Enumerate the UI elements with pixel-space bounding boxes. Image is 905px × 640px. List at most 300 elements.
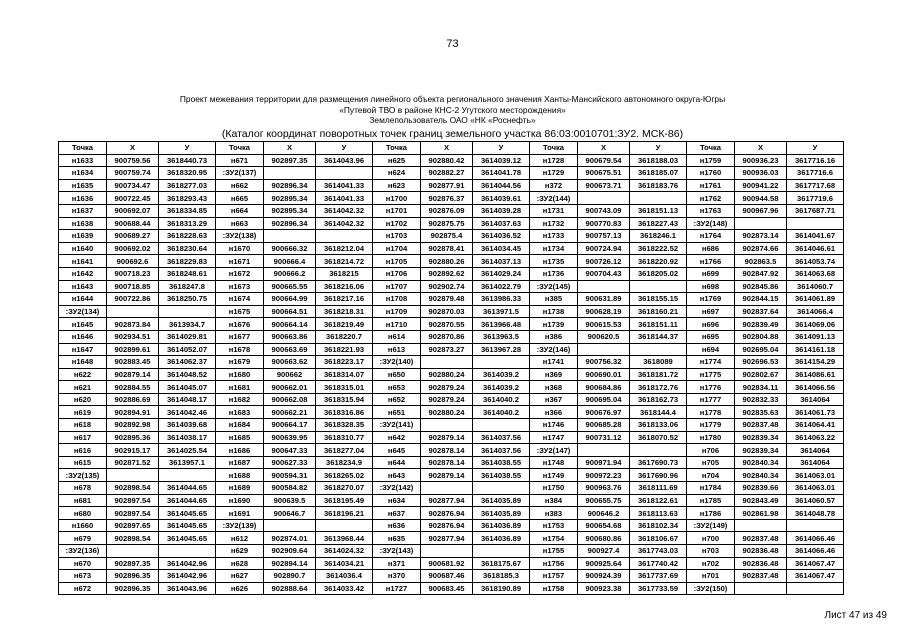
coordinate-cell: 3614063.22: [787, 431, 844, 444]
coordinate-cell: 3617743.03: [630, 545, 687, 558]
point-cell: н1679: [216, 356, 264, 369]
point-cell: н368: [530, 381, 578, 394]
point-cell: н702: [687, 557, 735, 570]
column-header: У: [159, 142, 216, 155]
coordinate-cell: 3618277.03: [159, 179, 216, 192]
column-header: Точка: [59, 142, 107, 155]
coordinate-cell: 3617716.16: [787, 154, 844, 167]
coordinate-cell: 900941.22: [735, 179, 787, 192]
coordinate-cell: 900722.45: [107, 192, 159, 205]
coordinate-cell: 902896.35: [107, 570, 159, 583]
coordinate-cell: 902840.34: [735, 456, 787, 469]
coordinate-cell: 902835.63: [735, 406, 787, 419]
table-row: [59, 356, 844, 369]
coordinate-cell: 900688.44: [107, 217, 159, 230]
coordinate-cell: 902873.14: [735, 230, 787, 243]
coordinate-cell: 902879.24: [421, 393, 473, 406]
coordinate-cell: 3618328.35: [316, 419, 373, 432]
coordinate-cell: 3614061.89: [787, 293, 844, 306]
coordinate-cell: 3618247.8: [159, 280, 216, 293]
coordinate-cell: 902879.14: [421, 431, 473, 444]
coordinate-cell: 902898.54: [107, 482, 159, 495]
point-cell: н1641: [59, 255, 107, 268]
coordinate-cell: 902897.35: [107, 557, 159, 570]
coordinate-cell: 902888.64: [264, 582, 316, 595]
coordinate-cell: 900734.47: [107, 179, 159, 192]
coordinate-cell: [421, 482, 473, 495]
point-cell: н1677: [216, 330, 264, 343]
point-cell: н1678: [216, 343, 264, 356]
point-cell: н670: [59, 557, 107, 570]
point-cell: н679: [59, 532, 107, 545]
coordinate-cell: [578, 444, 630, 457]
table-row: [59, 167, 844, 180]
point-cell: :ЗУ2(134): [59, 305, 107, 318]
coordinate-cell: 3618185.3: [473, 570, 530, 583]
coordinate-cell: 900684.86: [578, 381, 630, 394]
coordinate-cell: 3614060.57: [787, 494, 844, 507]
coordinate-cell: [735, 519, 787, 532]
coordinate-cell: 902878.14: [421, 456, 473, 469]
coordinate-cell: 3618265.02: [316, 469, 373, 482]
coordinate-cell: 3614069.06: [787, 318, 844, 331]
table-row: [59, 570, 844, 583]
coordinate-cell: 3614045.65: [159, 507, 216, 520]
coordinate-cell: 900664.51: [264, 305, 316, 318]
point-cell: н628: [216, 557, 264, 570]
coordinate-cell: 900718.23: [107, 267, 159, 280]
point-cell: :ЗУ2(137): [216, 167, 264, 180]
point-cell: н370: [373, 570, 421, 583]
coordinate-cell: 3618217.16: [316, 293, 373, 306]
coordinate-cell: 900631.89: [578, 293, 630, 306]
coordinate-cell: 902837.48: [735, 419, 787, 432]
coordinate-cell: [159, 469, 216, 482]
table-row: [59, 330, 844, 343]
coordinate-cell: 900654.68: [578, 519, 630, 532]
point-cell: н1680: [216, 368, 264, 381]
coordinate-cell: 902839.66: [735, 482, 787, 495]
point-cell: н626: [216, 582, 264, 595]
coordinate-cell: 900692.02: [107, 242, 159, 255]
point-cell: н1786: [687, 507, 735, 520]
point-cell: н1739: [530, 318, 578, 331]
coordinate-cell: [316, 230, 373, 243]
coordinate-cell: 3613957.1: [159, 456, 216, 469]
coordinate-cell: 3614022.79: [473, 280, 530, 293]
coordinate-cell: 3618216.06: [316, 280, 373, 293]
coordinate-cell: 3614062.37: [159, 356, 216, 369]
coordinate-cell: 902870.55: [421, 318, 473, 331]
point-cell: н697: [687, 305, 735, 318]
coordinate-cell: 902899.61: [107, 343, 159, 356]
coordinate-cell: [787, 519, 844, 532]
coordinate-cell: 3614039.2: [473, 381, 530, 394]
point-cell: н1681: [216, 381, 264, 394]
coordinate-cell: 902896.34: [264, 179, 316, 192]
coordinate-cell: 3614066.4: [787, 305, 844, 318]
coordinate-cell: 3614039.12: [473, 154, 530, 167]
point-cell: н1708: [373, 293, 421, 306]
coordinate-cell: 3618310.77: [316, 431, 373, 444]
coordinate-cell: 902695.04: [735, 343, 787, 356]
coordinate-cell: 3618234.9: [316, 456, 373, 469]
point-cell: н694: [687, 343, 735, 356]
coordinate-cell: 3618196.21: [316, 507, 373, 520]
point-cell: н1757: [530, 570, 578, 583]
point-cell: н1674: [216, 293, 264, 306]
point-cell: :ЗУ2(150): [687, 582, 735, 595]
coordinate-cell: 3618151.13: [630, 204, 687, 217]
coordinate-cell: 900646.2: [578, 507, 630, 520]
table-row: [59, 204, 844, 217]
point-cell: н650: [373, 368, 421, 381]
coordinate-cell: 902892.98: [107, 419, 159, 432]
point-cell: н1642: [59, 267, 107, 280]
coordinate-cell: 3614041.78: [473, 167, 530, 180]
coordinate-cell: 900971.94: [578, 456, 630, 469]
coordinate-cell: 902879.48: [421, 293, 473, 306]
point-cell: н625: [373, 154, 421, 167]
point-cell: н672: [59, 582, 107, 595]
point-cell: н615: [59, 456, 107, 469]
point-cell: н1701: [373, 204, 421, 217]
coordinate-cell: 900936.23: [735, 154, 787, 167]
coordinate-cell: 900615.53: [578, 318, 630, 331]
table-row: [59, 192, 844, 205]
point-cell: н1761: [687, 179, 735, 192]
point-cell: н663: [216, 217, 264, 230]
coordinate-cell: 902880.42: [421, 154, 473, 167]
coordinate-cell: 3614040.2: [473, 393, 530, 406]
table-row: [59, 456, 844, 469]
coordinate-cell: [473, 482, 530, 495]
coordinate-cell: 900665.55: [264, 280, 316, 293]
coordinate-cell: 900944.58: [735, 192, 787, 205]
coordinate-cell: 900676.97: [578, 406, 630, 419]
coordinate-cell: 3618218.31: [316, 305, 373, 318]
coordinate-cell: 900594.31: [264, 469, 316, 482]
coordinate-cell: 902896.34: [264, 217, 316, 230]
point-cell: н664: [216, 204, 264, 217]
coordinate-cell: 900681.92: [421, 557, 473, 570]
coordinate-cell: 900666.2: [264, 267, 316, 280]
coordinate-cell: 900924.39: [578, 570, 630, 583]
table-row: [59, 293, 844, 306]
header-line-1: Проект межевания территории для размещения линейного объекта регионального значения Ханты-Мансийского автономного округа-Югры: [179, 94, 726, 104]
point-cell: н1638: [59, 217, 107, 230]
coordinate-cell: 902840.34: [735, 469, 787, 482]
coordinate-cell: 902879.14: [107, 368, 159, 381]
point-cell: н643: [373, 469, 421, 482]
table-row: [59, 557, 844, 570]
point-cell: н671: [216, 154, 264, 167]
coordinate-cell: 3618181.72: [630, 368, 687, 381]
table-row: [59, 242, 844, 255]
point-cell: н1750: [530, 482, 578, 495]
coordinate-cell: 900927.4: [578, 545, 630, 558]
coordinate-cell: 3614044.65: [159, 494, 216, 507]
point-cell: н385: [530, 293, 578, 306]
coordinate-cell: 3614067.47: [787, 570, 844, 583]
point-cell: :ЗУ2(147): [530, 444, 578, 457]
coordinate-cell: 3614039.2: [473, 368, 530, 381]
coordinate-cell: 900724.94: [578, 242, 630, 255]
coordinate-cell: [107, 545, 159, 558]
table-row: [59, 444, 844, 457]
column-header: У: [316, 142, 373, 155]
point-cell: н1700: [373, 192, 421, 205]
point-cell: н1747: [530, 431, 578, 444]
point-cell: н1705: [373, 255, 421, 268]
coordinate-cell: [630, 343, 687, 356]
coordinate-cell: 902802.67: [735, 368, 787, 381]
coordinate-cell: 3614044.56: [473, 179, 530, 192]
coordinate-cell: [264, 230, 316, 243]
coordinate-cell: 3614043.96: [159, 582, 216, 595]
coordinate-cell: 900662.08: [264, 393, 316, 406]
coordinate-cell: 902883.45: [107, 356, 159, 369]
column-header: Точка: [530, 142, 578, 155]
coordinate-cell: 3614029.24: [473, 267, 530, 280]
coordinate-cell: 900925.64: [578, 557, 630, 570]
point-cell: н696: [687, 318, 735, 331]
coordinate-cell: 3614053.74: [787, 255, 844, 268]
column-header: Точка: [687, 142, 735, 155]
coordinate-cell: 3618246.1: [630, 230, 687, 243]
coordinate-cell: 900972.23: [578, 469, 630, 482]
point-cell: н642: [373, 431, 421, 444]
table-header-row: [59, 142, 844, 155]
coordinate-cell: 3618133.06: [630, 419, 687, 432]
coordinate-cell: 900620.5: [578, 330, 630, 343]
coordinate-cell: 3614037.56: [473, 444, 530, 457]
coordinate-cell: 3614035.89: [473, 507, 530, 520]
coordinate-cell: [421, 356, 473, 369]
coordinate-cell: 900756.32: [578, 356, 630, 369]
coordinate-cell: 3614063.01: [787, 469, 844, 482]
point-cell: н1779: [687, 419, 735, 432]
coordinate-cell: 900664.99: [264, 293, 316, 306]
coordinate-cell: 902877.94: [421, 494, 473, 507]
table-row: [59, 582, 844, 595]
point-cell: н1785: [687, 494, 735, 507]
column-header: У: [473, 142, 530, 155]
point-cell: н1673: [216, 280, 264, 293]
point-cell: н1690: [216, 494, 264, 507]
coordinate-cell: 3613967.28: [473, 343, 530, 356]
coordinate-cell: 3613986.33: [473, 293, 530, 306]
point-cell: н1670: [216, 242, 264, 255]
coordinate-cell: 3614036.52: [473, 230, 530, 243]
coordinate-cell: 3618227.43: [630, 217, 687, 230]
point-cell: н1780: [687, 431, 735, 444]
point-cell: н652: [373, 393, 421, 406]
coordinate-cell: 902839.49: [735, 318, 787, 331]
coordinate-cell: 3614038.55: [473, 456, 530, 469]
coordinate-cell: 3614041.67: [787, 230, 844, 243]
point-cell: н1749: [530, 469, 578, 482]
coordinate-cell: 3618160.21: [630, 305, 687, 318]
coordinate-cell: 3614040.2: [473, 406, 530, 419]
coordinate-cell: 902837.48: [735, 570, 787, 583]
coordinate-cell: 3614041.33: [316, 192, 373, 205]
table-row: [59, 469, 844, 482]
point-cell: н613: [373, 343, 421, 356]
table-body: [59, 154, 844, 595]
point-cell: н384: [530, 494, 578, 507]
coordinate-cell: [473, 545, 530, 558]
coordinate-cell: 902861.98: [735, 507, 787, 520]
coordinate-cell: 3618188.03: [630, 154, 687, 167]
coordinate-cell: 3618113.63: [630, 507, 687, 520]
page-number: 73: [446, 38, 459, 50]
coordinate-cell: 3614042.32: [316, 204, 373, 217]
point-cell: н627: [216, 570, 264, 583]
coordinate-cell: 902836.48: [735, 557, 787, 570]
point-cell: н1760: [687, 167, 735, 180]
point-cell: н1647: [59, 343, 107, 356]
table-row: [59, 343, 844, 356]
point-cell: н1754: [530, 532, 578, 545]
point-cell: н704: [687, 469, 735, 482]
coordinate-cell: 902909.64: [264, 545, 316, 558]
coordinate-cell: 3614036.4: [316, 570, 373, 583]
point-cell: н1736: [530, 267, 578, 280]
table-row: [59, 507, 844, 520]
point-cell: н1776: [687, 381, 735, 394]
header-line-2: «Путевой ТВО в районе КНС-2 Угутского месторождения»: [339, 104, 566, 115]
coordinate-cell: [578, 192, 630, 205]
coordinate-cell: [787, 217, 844, 230]
point-cell: н651: [373, 406, 421, 419]
point-cell: н636: [373, 519, 421, 532]
table-row: [59, 267, 844, 280]
coordinate-cell: 900664.14: [264, 318, 316, 331]
coordinate-cell: 3618313.29: [159, 217, 216, 230]
coordinate-cell: [316, 519, 373, 532]
point-cell: н1777: [687, 393, 735, 406]
point-cell: н1727: [373, 582, 421, 595]
column-header: Точка: [373, 142, 421, 155]
point-cell: н698: [687, 280, 735, 293]
coordinate-cell: 900639.95: [264, 431, 316, 444]
coordinate-cell: 3614039.61: [473, 192, 530, 205]
coordinate-cell: 902897.54: [107, 494, 159, 507]
coordinate-cell: [578, 280, 630, 293]
point-cell: н622: [59, 368, 107, 381]
coordinate-cell: 902871.52: [107, 456, 159, 469]
coordinate-cell: 900743.09: [578, 204, 630, 217]
coordinate-cell: 3614052.07: [159, 343, 216, 356]
point-cell: н1637: [59, 204, 107, 217]
coordinate-cell: 902875.4: [421, 230, 473, 243]
point-cell: н1775: [687, 368, 735, 381]
table-row: [59, 519, 844, 532]
coordinate-cell: 3614066.46: [787, 545, 844, 558]
coordinate-cell: 3618223.17: [316, 356, 373, 369]
coordinate-cell: 902934.51: [107, 330, 159, 343]
point-cell: н618: [59, 419, 107, 432]
coordinate-cell: [630, 444, 687, 457]
coordinate-cell: 902894.14: [264, 557, 316, 570]
coordinate-cell: 3614154.29: [787, 356, 844, 369]
coordinate-cell: [107, 305, 159, 318]
point-cell: н706: [687, 444, 735, 457]
coordinate-cell: 3614045.65: [159, 519, 216, 532]
column-header: X: [107, 142, 159, 155]
coordinate-cell: 3618293.43: [159, 192, 216, 205]
coordinate-cell: 900662: [264, 368, 316, 381]
document-header: [0, 94, 905, 126]
coordinate-cell: 902876.09: [421, 204, 473, 217]
point-cell: н1735: [530, 255, 578, 268]
coordinate-cell: 902877.91: [421, 179, 473, 192]
point-cell: н1685: [216, 431, 264, 444]
coordinate-cell: 3618151.11: [630, 318, 687, 331]
coordinate-cell: 3618144.37: [630, 330, 687, 343]
coordinate-cell: 3614037.63: [473, 217, 530, 230]
coordinate-cell: 900770.83: [578, 217, 630, 230]
coordinate-cell: 900639.5: [264, 494, 316, 507]
coordinate-cell: 3613934.7: [159, 318, 216, 331]
point-cell: н1643: [59, 280, 107, 293]
point-cell: н1639: [59, 230, 107, 243]
point-cell: н619: [59, 406, 107, 419]
coordinate-cell: 3617719.6: [787, 192, 844, 205]
point-cell: н703: [687, 545, 735, 558]
point-cell: н1676: [216, 318, 264, 331]
coordinate-cell: 902876.37: [421, 192, 473, 205]
coordinate-cell: 3618183.76: [630, 179, 687, 192]
point-cell: н1746: [530, 419, 578, 432]
coordinate-cell: 3617687.71: [787, 204, 844, 217]
point-cell: н1734: [530, 242, 578, 255]
coordinate-cell: 3618185.07: [630, 167, 687, 180]
point-cell: :ЗУ2(136): [59, 545, 107, 558]
point-cell: н1691: [216, 507, 264, 520]
coordinate-cell: [159, 305, 216, 318]
coordinate-cell: 902890.7: [264, 570, 316, 583]
coordinate-cell: 902894.91: [107, 406, 159, 419]
column-header: X: [264, 142, 316, 155]
point-cell: н673: [59, 570, 107, 583]
coordinate-cell: 3614044.65: [159, 482, 216, 495]
coordinate-cell: 3618212.04: [316, 242, 373, 255]
coordinate-cell: 902896.35: [107, 582, 159, 595]
coordinate-cell: 900936.03: [735, 167, 787, 180]
point-cell: н1766: [687, 255, 735, 268]
point-cell: н1648: [59, 356, 107, 369]
coordinate-cell: 3614039.28: [473, 204, 530, 217]
point-cell: н1633: [59, 154, 107, 167]
coordinate-cell: 3618219.49: [316, 318, 373, 331]
coordinate-cell: [264, 519, 316, 532]
coordinate-cell: 902847.92: [735, 267, 787, 280]
coordinate-cell: 900685.28: [578, 419, 630, 432]
point-cell: н1774: [687, 356, 735, 369]
table-row: [59, 368, 844, 381]
point-cell: н635: [373, 532, 421, 545]
coordinate-cell: 3614045.07: [159, 381, 216, 394]
point-cell: н653: [373, 381, 421, 394]
coordinate-cell: 902873.84: [107, 318, 159, 331]
coordinate-cell: 900683.45: [421, 582, 473, 595]
coordinate-cell: 3618222.52: [630, 242, 687, 255]
table-row: [59, 431, 844, 444]
coordinate-cell: 3614086.61: [787, 368, 844, 381]
point-cell: :ЗУ2(135): [59, 469, 107, 482]
